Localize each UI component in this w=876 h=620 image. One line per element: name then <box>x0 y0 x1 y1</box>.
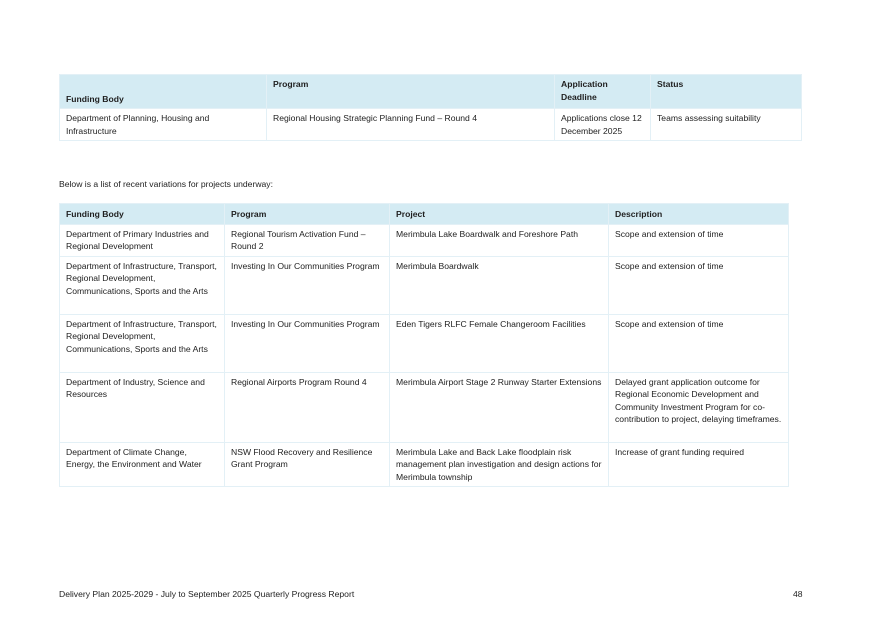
header-description: Description <box>609 204 789 225</box>
cell-project: Merimbula Lake and Back Lake floodplain risk management plan investigation and design actions for Merimbula township <box>390 442 609 487</box>
cell-description: Increase of grant funding required <box>609 442 789 487</box>
header-status: Status <box>651 75 802 109</box>
header-funding-body: Funding Body <box>60 75 267 109</box>
variations-table <box>59 203 789 487</box>
header-program: Program <box>225 204 390 225</box>
footer-title: Delivery Plan 2025-2029 - July to September 2025 Quarterly Progress Report <box>59 589 355 599</box>
table-row <box>60 109 802 141</box>
cell-program: Regional Housing Strategic Planning Fund – Round 4 <box>267 109 555 141</box>
cell-program: NSW Flood Recovery and Resilience Grant Program <box>225 442 390 487</box>
cell-program: Investing In Our Communities Program <box>225 314 390 372</box>
cell-funding-body: Department of Infrastructure, Transport, Regional Development, Communications, Sports and the Arts <box>60 314 225 372</box>
cell-funding-body: Department of Planning, Housing and Infrastructure <box>60 109 267 141</box>
cell-description: Scope and extension of time <box>609 256 789 314</box>
cell-project: Merimbula Lake Boardwalk and Foreshore Path <box>390 224 609 256</box>
header-funding-body: Funding Body <box>60 204 225 225</box>
cell-description: Delayed grant application outcome for Regional Economic Development and Community Investment Program for co-contribution to project, delaying timeframes. <box>609 372 789 442</box>
header-program: Program <box>267 75 555 109</box>
table-row <box>60 224 789 256</box>
header-project: Project <box>390 204 609 225</box>
cell-funding-body: Department of Primary Industries and Regional Development <box>60 224 225 256</box>
intro-text: Below is a list of recent variations for projects underway: <box>59 179 273 189</box>
cell-description: Scope and extension of time <box>609 224 789 256</box>
grants-table <box>59 74 802 141</box>
cell-program: Investing In Our Communities Program <box>225 256 390 314</box>
table-header-row <box>60 75 802 109</box>
page-number: 48 <box>793 589 803 599</box>
cell-project: Merimbula Airport Stage 2 Runway Starter Extensions <box>390 372 609 442</box>
cell-program: Regional Tourism Activation Fund – Round 2 <box>225 224 390 256</box>
table-row <box>60 442 789 487</box>
table-row <box>60 372 789 442</box>
table-row <box>60 314 789 372</box>
header-application-deadline: Application Deadline <box>555 75 651 109</box>
cell-funding-body: Department of Industry, Science and Resources <box>60 372 225 442</box>
cell-funding-body: Department of Infrastructure, Transport, Regional Development, Communications, Sports and the Arts <box>60 256 225 314</box>
table-header-row <box>60 204 789 225</box>
cell-status: Teams assessing suitability <box>651 109 802 141</box>
cell-funding-body: Department of Climate Change, Energy, the Environment and Water <box>60 442 225 487</box>
cell-description: Scope and extension of time <box>609 314 789 372</box>
table-row <box>60 256 789 314</box>
cell-project: Eden Tigers RLFC Female Changeroom Facilities <box>390 314 609 372</box>
cell-deadline: Applications close 12 December 2025 <box>555 109 651 141</box>
cell-project: Merimbula Boardwalk <box>390 256 609 314</box>
cell-program: Regional Airports Program Round 4 <box>225 372 390 442</box>
